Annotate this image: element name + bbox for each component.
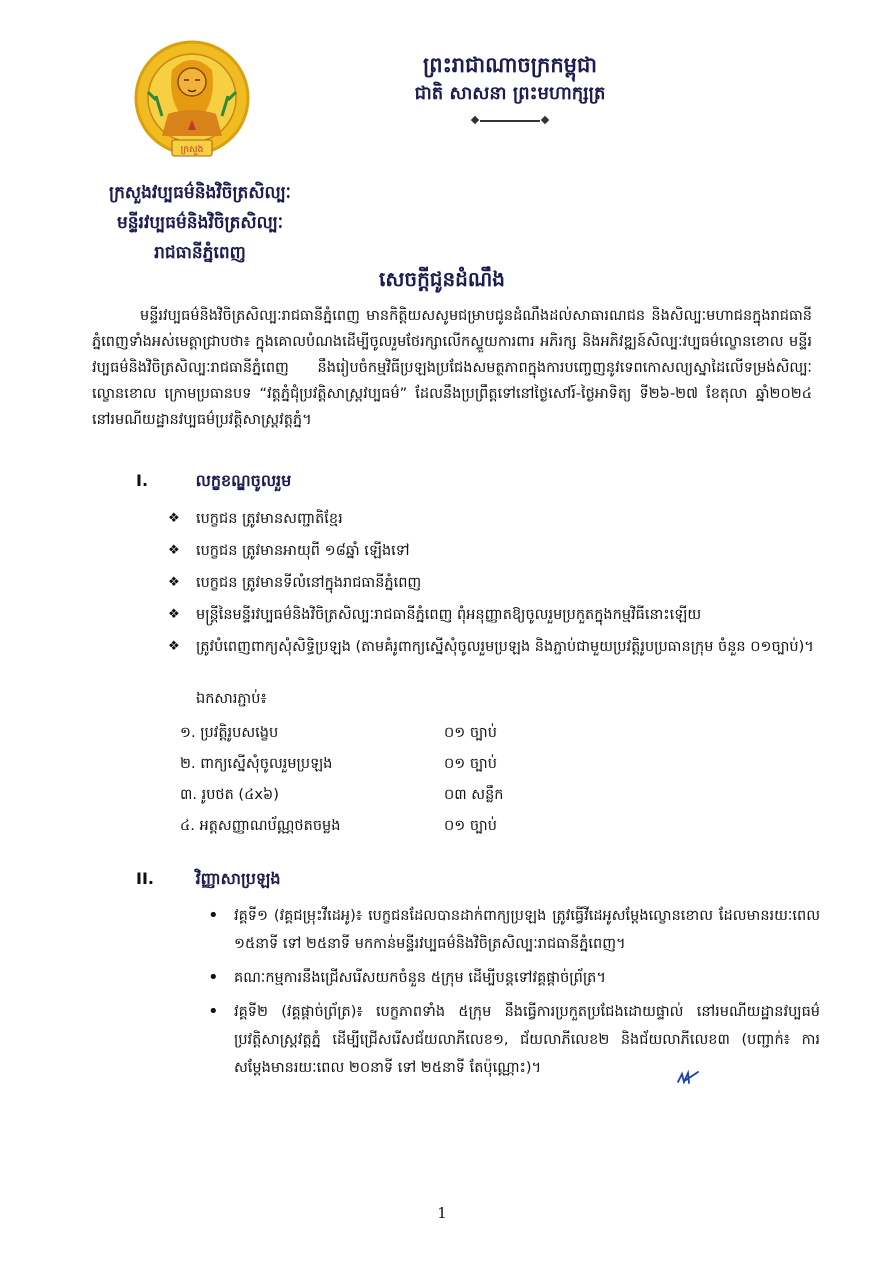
round-item: • វគ្គទី១ (វគ្គជម្រុះវីដេអូ)៖ បេក្ខជនដែលបានដាក់ពាក្យប្រឡង ត្រូវធ្វើវីដេអូសម្តែងល្ខោនខោល ដែលមានរយៈពេល ១៥នាទី ទៅ ២៥នាទី មកកាន់មន្ទីរវប្បធម៌និងវិចិត្រសិល្បៈរាជធានីភ្នំពេញ។ (208, 902, 820, 958)
attachment-row (180, 817, 503, 848)
criteria-item: ❖ មន្ត្រីនៃមន្ទីរវប្បធម៌និងវិចិត្រសិល្បៈរាជធានីភ្នំពេញ ពុំអនុញ្ញាតឱ្យចូលរួមប្រកួតក្នុងកម្មវិធីនោះឡើយ (168, 602, 818, 628)
initials-signature-icon (676, 1068, 700, 1088)
section-1-title: លក្ខខណ្ឌចូលរួម (195, 471, 292, 490)
attachment-name: ៤. អត្តសញ្ញាណប័ណ្ណថតចម្លង (180, 818, 341, 834)
round-item: • គណៈកម្មការនឹងជ្រើសរើសយកចំនួន ៥ក្រុម ដើម្បីបន្តទៅវគ្គផ្តាច់ព្រ័ត្រ។ (208, 964, 820, 992)
exam-rounds-list (208, 902, 820, 1088)
attachment-row (180, 724, 503, 755)
attachment-qty: ០១ ច្បាប់ (444, 756, 497, 772)
criteria-item: ❖ បេក្ខជន ត្រូវមានទីលំនៅក្នុងរាជធានីភ្នំពេញ (168, 570, 818, 596)
attachment-qty: ០៣ សន្លឹក (444, 787, 504, 803)
ornament-divider (480, 120, 540, 122)
criteria-item: ❖ ត្រូវបំពេញពាក្យសុំសិទ្ធិប្រឡង (តាមគំរូពាក្យស្នើសុំចូលរួមប្រឡង និងភ្ជាប់ជាមួយប្រវត្តិរូបប្រធានក្រុម ចំនួន ០១ច្បាប់)។ (168, 634, 818, 660)
department-name: មន្ទីរវប្បធម៌និងវិចិត្រសិល្បៈ (116, 213, 284, 233)
kingdom-header (300, 50, 720, 122)
criteria-list (168, 506, 818, 666)
page-number: 1 (437, 1204, 447, 1222)
kingdom-title: ព្រះរាជាណាចក្រកម្ពុជា (422, 52, 597, 77)
emblem-banner-text: ក្រសួង (180, 145, 204, 155)
intro-paragraph: មន្ទីរវប្បធម៌និងវិចិត្រសិល្បៈរាជធានីភ្នំពេញ មានកិត្តិយសសូមជម្រាបជូនដំណឹងដល់សាធារណជន និងសិល្បៈមហាជនក្នុងរាជធានីភ្នំពេញទាំងអស់មេត្តាជ្រាបថា៖ ក្នុងគោលបំណងដើម្បីចូលរួមថែរក្សាលើកស្ទួយការពារ អភិរក្ស និងអភិវឌ្ឍន៍សិល្បៈវប្បធម៌ល្ខោនខោល មន្ទីរវប្បធម៌និងវិចិត្រសិល្បៈរាជធានីភ្នំពេញ នឹងរៀបចំកម្មវិធីប្រឡងប្រជែងសមត្ថភាពក្នុងការបញ្ចេញនូវទេពកោសល្យស្នាដៃលើទម្រង់សិល្បៈល្ខោនខោល ក្រោមប្រធានបទ “វត្តភ្នំជុំប្រវត្តិសាស្ត្រវប្បធម៌” ដែលនឹងប្រព្រឹត្តទៅនៅថ្ងៃសៅរ៍-ថ្ងៃអាទិត្យ ទី២៦-២៧ ខែតុលា ឆ្នាំ២០២៤ នៅរមណីយដ្ឋានវប្បធម៌ប្រវត្តិសាស្ត្រវត្តភ្នំ។ (92, 308, 812, 428)
attachment-qty: ០១ ច្បាប់ (444, 725, 497, 741)
section-2-title: វិញ្ញាសាប្រឡង (195, 869, 281, 888)
attachments-label: ឯកសារភ្ជាប់៖ (196, 691, 267, 707)
attachment-name: ១. ប្រវត្តិរូបសង្ខេប (180, 725, 279, 741)
attachment-qty: ០១ ច្បាប់ (444, 818, 497, 834)
ministry-name: ក្រសួងវប្បធម៌និងវិចិត្រសិល្បៈ (109, 183, 291, 203)
attachment-row (180, 786, 503, 817)
ministry-emblem-icon (132, 36, 252, 174)
issuing-authority (70, 178, 330, 268)
attachment-row (180, 755, 503, 786)
section-2-heading (136, 868, 281, 892)
national-motto: ជាតិ សាសនា ព្រះមហាក្សត្រ (414, 83, 606, 104)
notice-title: សេចក្តីជូនដំណឹង (379, 267, 505, 291)
city-name: រាជធានីភ្នំពេញ (154, 243, 246, 263)
criteria-item: ❖ បេក្ខជន ត្រូវមានអាយុពី ១៨ឆ្នាំ ឡើងទៅ (168, 538, 818, 564)
section-1-number: I. (136, 471, 149, 490)
criteria-item: ❖ បេក្ខជន ត្រូវមានសញ្ជាតិខ្មែរ (168, 506, 818, 532)
section-2-number: II. (136, 869, 154, 888)
attachment-name: ២. ពាក្យស្នើសុំចូលរួមប្រឡង (180, 756, 333, 772)
round-item: • វគ្គទី២ (វគ្គផ្តាច់ព្រ័ត្រ)៖ បេក្ខភាពទាំង ៥ក្រុម នឹងធ្វើការប្រកួតប្រជែងដោយផ្ទាល់ នៅរមណីយដ្ឋានវប្បធម៌ប្រវត្តិសាស្ត្រវត្តភ្នំ ដើម្បីជ្រើសរើសជ័យលាភីលេខ១, ជ័យលាភីលេខ២ និងជ័យលាភីលេខ៣ (បញ្ជាក់៖ ការសម្តែងមានរយៈពេល ២០នាទី ទៅ ២៥នាទី តែប៉ុណ្ណោះ)។ (208, 998, 820, 1082)
section-1-heading (136, 470, 291, 494)
attachments-table (180, 724, 503, 848)
attachment-name: ៣. រូបថត (៤x៦) (180, 787, 279, 803)
